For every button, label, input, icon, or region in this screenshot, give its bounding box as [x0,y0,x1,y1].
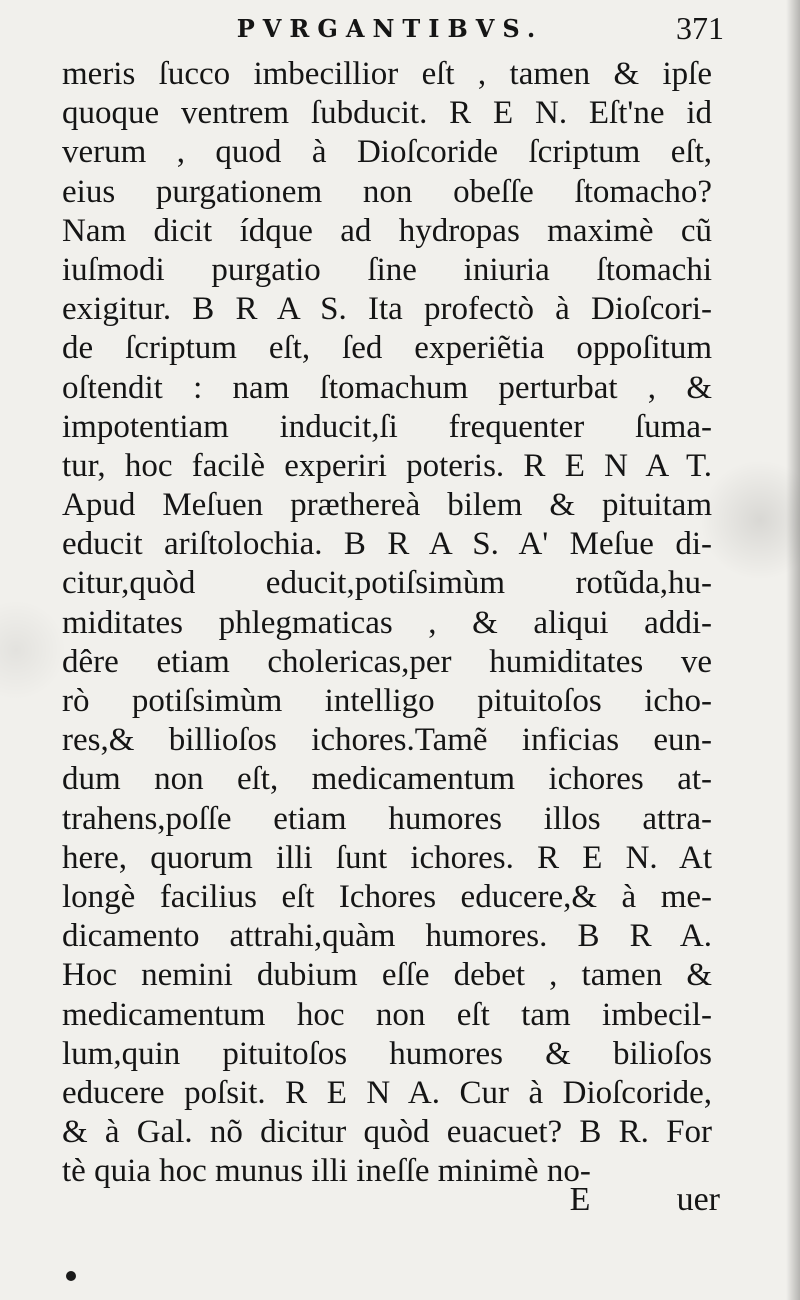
text-line: dum non eſt, medicamentum ichores at- [62,761,712,798]
text-line: res,& billioſos ichores.Tamẽ inficias eun- [62,722,712,759]
catchword: uer [676,1181,720,1218]
text-line: Hoc nemini dubium eſſe debet , tamen & [62,957,712,994]
text-line: impotentiam inducit,ſi frequenter ſuma- [62,408,712,445]
text-line: Apud Meſuen præthereà bilem & pituitam [62,487,712,524]
text-line: educit ariſtolochia. B R A S. A' Meſue di- [62,526,712,563]
text-line: eius purgationem non obeſſe ſtomacho? [62,173,712,210]
text-line: medicamentum hoc non eſt tam imbecil- [62,996,712,1033]
text-line: citur,quòd educit,potiſsimùm rotũda,hu- [62,565,712,602]
text-line: here, quorum illi ſunt ichores. R E N. At [62,839,712,876]
text-line: oſtendit : nam ſtomachum perturbat , & [62,369,712,406]
text-line: de ſcriptum eſt, ſed experiẽtia oppoſitum [62,330,712,367]
text-line: trahens,poſſe etiam humores illos attra- [62,800,712,837]
text-line: educere poſsit. R E N A. Cur à Dioſcoride, [62,1074,712,1111]
text-line: dêre etiam cholericas,per humiditates ve [62,643,712,680]
text-line: iuſmodi purgatio ſine iniuria ſtomachi [62,251,712,288]
text-block [62,55,712,1191]
running-head: PVRGANTIBVS. [236,14,544,43]
text-line: lum,quin pituitoſos humores & bilioſos [62,1035,712,1072]
text-line: quoque ventrem ſubducit. R E N. Eſt'ne id [62,95,712,132]
text-line: tur, hoc facilè experiri poteris. R E N A T. [62,447,712,484]
text-line: & à Gal. nõ dicitur quòd euacuet? B R. For [62,1114,712,1151]
ink-dot [66,1271,76,1281]
text-line: tè quia hoc munus illi ineſſe minimè no- [62,1153,591,1190]
text-line: verum , quod à Dioſcoride ſcriptum eſt, [62,134,712,171]
text-line: dicamento attrahi,quàm humores. B R A. [62,918,712,955]
page-number: 371 [676,10,724,46]
text-line: longè facilius eſt Ichores educere,& à me- [62,878,712,915]
page-edge-shadow [786,0,800,1300]
text-line: meris ſucco imbecillior eſt , tamen & ipſe [62,56,712,92]
text-line: Nam dicit ídque ad hydropas maximè cũ [62,212,712,249]
text-line: rò potiſsimùm intelligo pituitoſos icho- [62,683,712,719]
text-line: exigitur. B R A S. Ita profectò à Dioſcori- [62,291,712,328]
signature-mark: E [569,1181,591,1218]
text-line: miditates phlegmaticas , & aliqui addi- [62,604,712,641]
